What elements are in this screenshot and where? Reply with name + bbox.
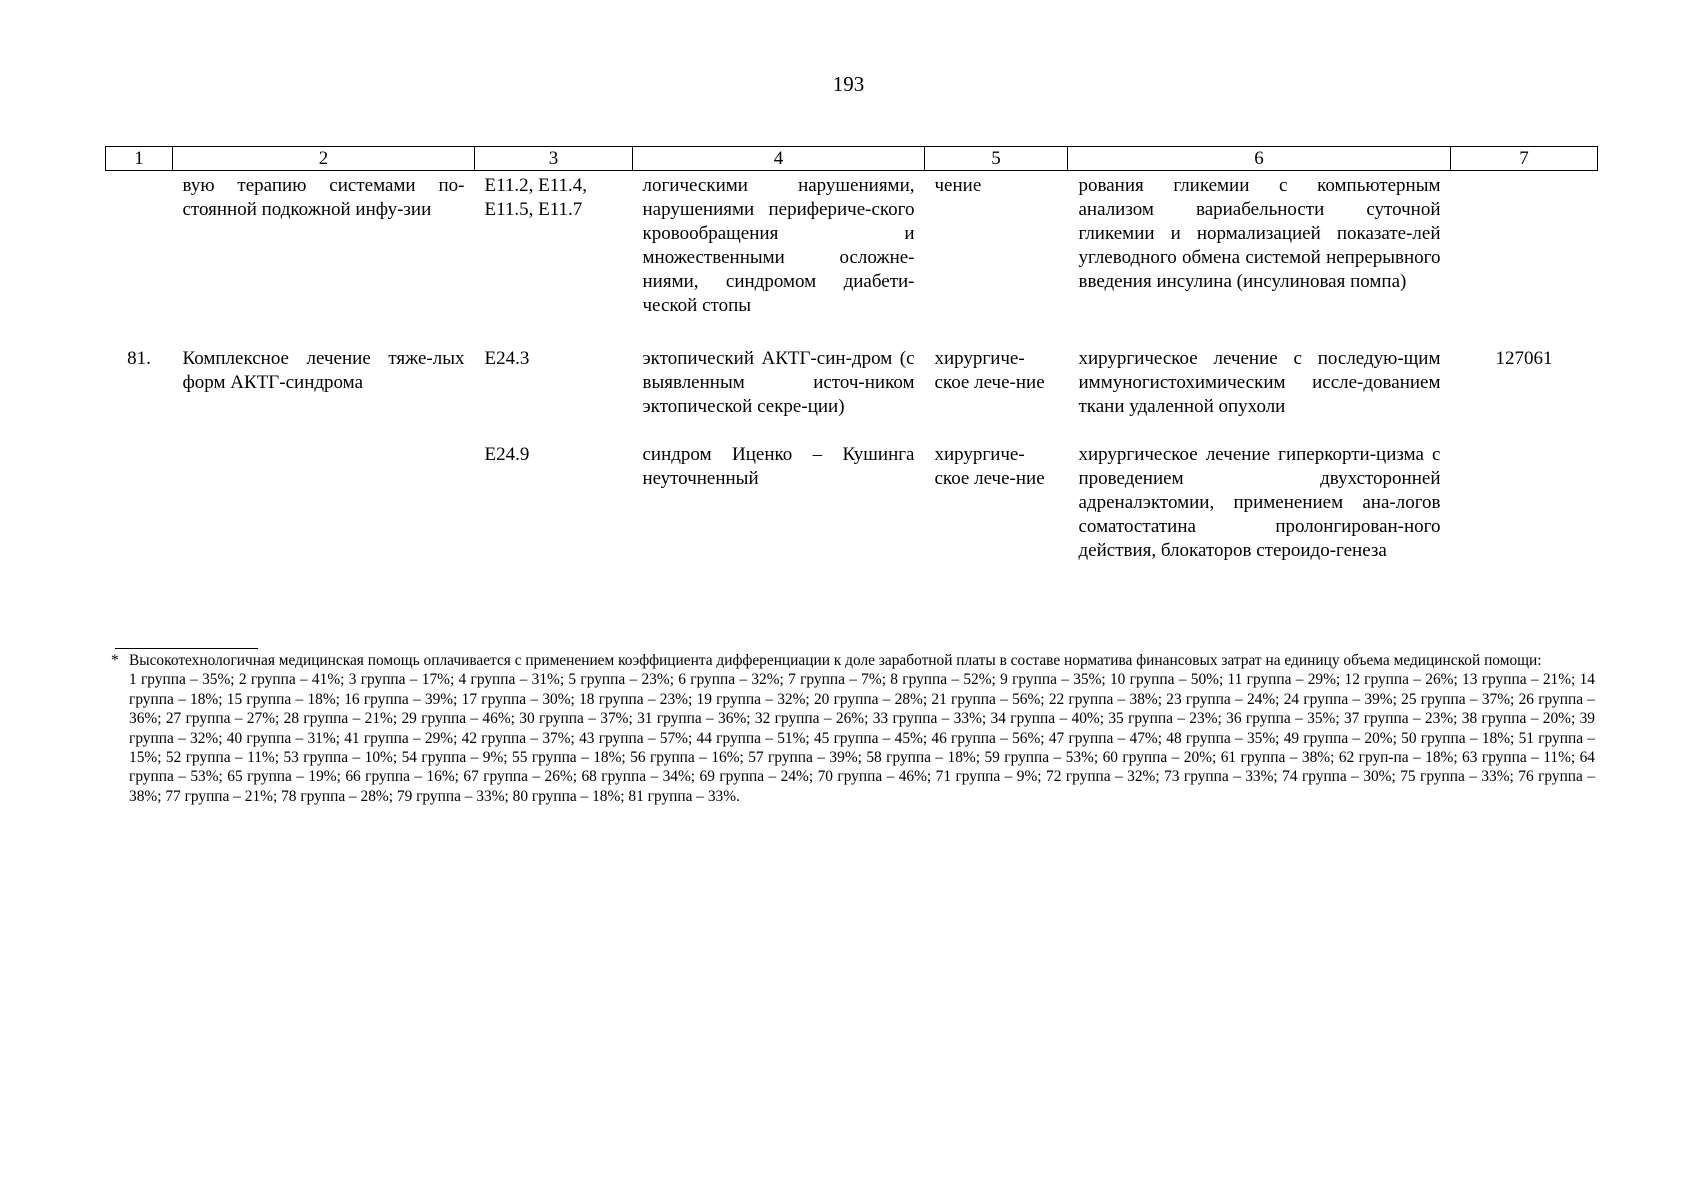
column-header-4: 4 [633, 147, 925, 171]
footnote [111, 651, 1595, 806]
footnote-intro: Высокотехнологичная медицинская помощь оплачивается с применением коэффициента дифференциации к доле заработной платы в составе норматива финансовых затрат на единицу объема медицинской помощи: [129, 652, 1542, 669]
column-header-6: 6 [1068, 147, 1451, 171]
treatment-type: хирургиче-ское лече-ние [934, 444, 1045, 489]
treatment-method: хирургическое лечение гиперкорти-цизма с проведением двухсторонней адреналэктомии, применением ана-логов соматостатина пролонгирован-ного действия, блокаторов стероидо-генеза [1078, 444, 1441, 561]
table-row [106, 443, 1598, 563]
treatment-type: хирургиче-ское лече-ние [934, 348, 1045, 393]
cost-value [1451, 171, 1598, 348]
icd-codes: E24.3 [484, 348, 530, 369]
patient-model: эктопический АКТГ-син-дром (с выявленным источ-ником эктопической секре-ции) [642, 348, 915, 417]
column-header-7: 7 [1451, 147, 1598, 171]
data-table [105, 146, 1598, 563]
page-number: 193 [832, 72, 865, 96]
table-row [106, 171, 1598, 348]
service-name: Комплексное лечение тяже-лых форм АКТГ-синдрома [182, 348, 465, 393]
service-name: вую терапию системами по-стоянной подкожной инфу-зии [182, 175, 465, 220]
header-row [106, 147, 1598, 171]
column-header-5: 5 [925, 147, 1068, 171]
patient-model: логическими нарушениями, нарушениями перифериче-ского кровообращения и множественными осложне-ниями, синдромом диабети-ческой стопы [642, 175, 915, 316]
treatment-method: рования гликемии с компьютерным анализом вариабельности суточной гликемии и нормализацией показате-лей углеводного обмена системой непрерывного введения инсулина (инсулиновая помпа) [1078, 175, 1441, 292]
footnote-intro-paragraph [111, 651, 1595, 670]
cost-value: 127061 [1495, 348, 1553, 369]
footnote-divider [115, 648, 258, 649]
column-header-3: 3 [475, 147, 633, 171]
column-header-1: 1 [106, 147, 173, 171]
footnote-groups: 1 группа – 35%; 2 группа – 41%; 3 группа – 17%; 4 группа – 31%; 5 группа – 23%; 6 группа – 32%; 7 группа – 7%; 8 группа – 52%; 9 группа – 35%; 10 группа – 50%; 11 группа – 29%; 12 группа – 26%; 13 группа – 21%; 14 группа – 18%; 15 группа – 18%; 16 группа – 39%; 17 группа – 30%; 18 группа – 23%; 19 группа – 32%; 20 группа – 28%; 21 группа – 56%; 22 группа – 38%; 23 группа – 24%; 24 группа – 39%; 25 группа – 37%; 26 группа – 36%; 27 группа – 27%; 28 группа – 21%; 29 группа – 46%; 30 группа – 37%; 31 группа – 36%; 32 группа – 26%; 33 группа – 33%; 34 группа – 40%; 35 группа – 23%; 36 группа – 35%; 37 группа – 23%; 38 группа – 20%; 39 группа – 32%; 40 группа – 31%; 41 группа – 29%; 42 группа – 37%; 43 группа – 57%; 44 группа – 51%; 45 группа – 45%; 46 группа – 56%; 47 группа – 47%; 48 группа – 35%; 49 группа – 20%; 50 группа – 18%; 51 группа – 15%; 52 группа – 11%; 53 группа – 10%; 54 группа – 9%; 55 группа – 18%; 56 группа – 16%; 57 группа – 39%; 58 группа – 18%; 59 группа – 53%; 60 группа – 20%; 61 группа – 38%; 62 груп-па – 18%; 63 группа – 11%; 64 группа – 53%; 65 группа – 19%; 66 группа – 16%; 67 группа – 26%; 68 группа – 34%; 69 группа – 24%; 70 группа – 46%; 71 группа – 9%; 72 группа – 32%; 73 группа – 33%; 74 группа – 30%; 75 группа – 33%; 76 группа – 38%; 77 группа – 21%; 78 группа – 28%; 79 группа – 33%; 80 группа – 18%; 81 группа – 33%. [129, 671, 1595, 805]
table-row [106, 347, 1598, 443]
row-number: 81. [127, 348, 151, 369]
footnote-marker: * [111, 652, 119, 669]
row-number [106, 443, 173, 563]
column-header-2: 2 [173, 147, 475, 171]
cost-value [1451, 443, 1598, 563]
service-name [173, 443, 475, 563]
treatment-method: хирургическое лечение с последую-щим иммуногистохимическим иссле-дованием ткани удаленной опухоли [1078, 348, 1441, 417]
vmp-table [105, 146, 1597, 563]
row-number [106, 171, 173, 348]
icd-codes: E11.2, E11.4, E11.5, E11.7 [484, 175, 588, 220]
treatment-type: чение [934, 175, 982, 196]
icd-codes: E24.9 [484, 444, 530, 465]
patient-model: синдром Иценко – Кушинга неуточненный [642, 444, 915, 489]
